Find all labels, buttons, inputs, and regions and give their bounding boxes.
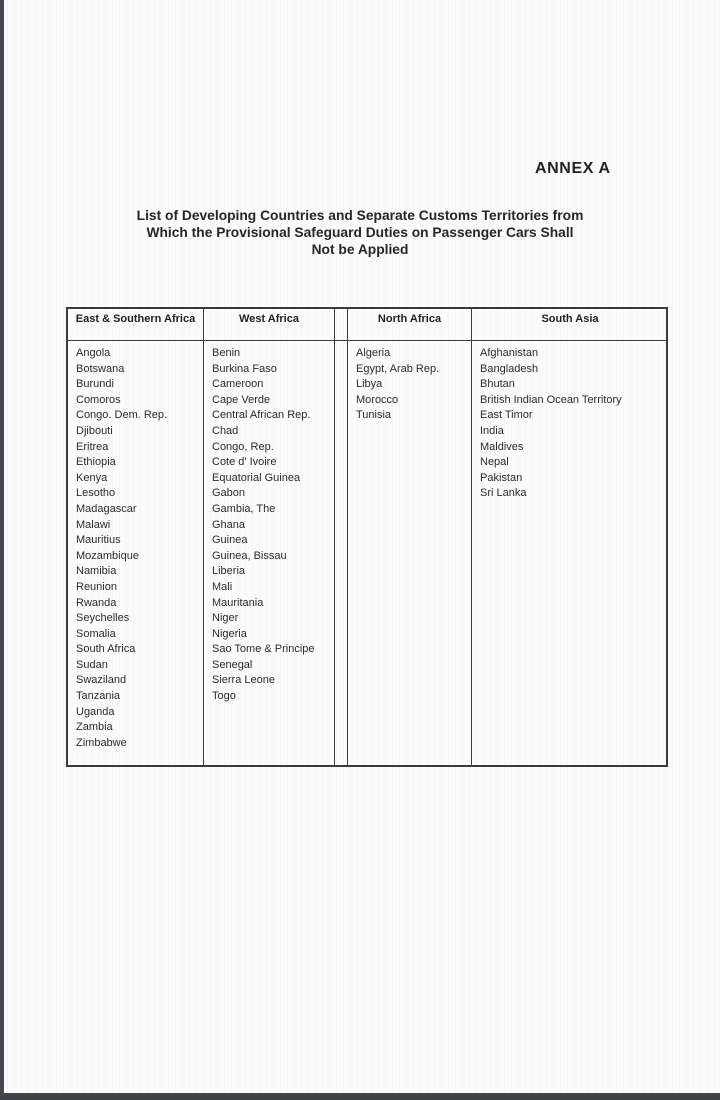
country-item: Togo bbox=[212, 690, 236, 703]
country-item: Senegal bbox=[212, 658, 253, 671]
country-item: Zambia bbox=[76, 721, 113, 734]
title-line-2: Which the Provisional Safeguard Duties on Passenger Cars Shall bbox=[146, 225, 574, 241]
country-item: Somalia bbox=[76, 627, 116, 640]
country-item: Tanzania bbox=[76, 690, 121, 703]
country-item: British Indian Ocean Territory bbox=[480, 393, 622, 406]
country-item: Sierra Leone bbox=[212, 674, 275, 687]
title-line-1: List of Developing Countries and Separate Customs Territories from bbox=[136, 208, 584, 223]
country-item: Comoros bbox=[76, 393, 121, 406]
country-item: Namibia bbox=[76, 565, 117, 578]
column-north-africa bbox=[348, 341, 471, 765]
country-item: Algeria bbox=[356, 347, 391, 359]
country-item: South Africa bbox=[76, 643, 136, 656]
document-title bbox=[0, 207, 720, 259]
body-gutter bbox=[334, 341, 348, 765]
country-item: Benin bbox=[212, 347, 241, 359]
country-item: Swaziland bbox=[76, 674, 127, 687]
country-item: Sudan bbox=[76, 658, 108, 671]
country-item: Cape Verde bbox=[212, 393, 271, 406]
country-item: Malawi bbox=[76, 518, 111, 531]
country-item: Eritrea bbox=[76, 440, 109, 453]
scan-edge-left bbox=[0, 0, 4, 1100]
country-item: Ghana bbox=[212, 518, 246, 531]
country-item: Cameroon bbox=[212, 378, 264, 391]
country-item: Guinea bbox=[212, 534, 248, 547]
country-item: Egypt, Arab Rep. bbox=[356, 362, 440, 375]
annex-label: ANNEX A bbox=[535, 160, 611, 177]
country-item: Burundi bbox=[76, 378, 114, 391]
country-item: Congo, Rep. bbox=[212, 440, 274, 453]
country-item: Mali bbox=[212, 580, 233, 593]
scan-edge-bottom bbox=[0, 1093, 720, 1100]
country-item: Madagascar bbox=[76, 502, 137, 515]
header-gutter bbox=[334, 309, 348, 341]
country-item: Djibouti bbox=[76, 424, 113, 437]
country-item: Reunion bbox=[76, 580, 117, 593]
column-west-africa bbox=[203, 341, 334, 765]
title-line-3: Not be Applied bbox=[311, 242, 409, 258]
countries-table bbox=[66, 307, 668, 767]
country-item: Tunisia bbox=[356, 409, 392, 422]
column-header-east-southern-africa: East & Southern Africa bbox=[68, 309, 203, 341]
country-item: Rwanda bbox=[76, 596, 117, 609]
country-item: Seychelles bbox=[76, 612, 130, 625]
country-item: Chad bbox=[212, 424, 239, 437]
country-item: Liberia bbox=[212, 565, 246, 578]
country-item: Cote d' Ivoire bbox=[212, 456, 277, 469]
country-item: Central African Rep. bbox=[212, 409, 311, 422]
country-item: Sri Lanka bbox=[480, 487, 527, 500]
country-item: Bangladesh bbox=[480, 362, 539, 375]
country-item: Angola bbox=[76, 347, 111, 359]
country-item: Equatorial Guinea bbox=[212, 471, 301, 484]
country-item: Congo. Dem. Rep. bbox=[76, 409, 168, 422]
country-item: Kenya bbox=[76, 471, 108, 484]
country-item: Mozambique bbox=[76, 549, 139, 562]
country-item: Burkina Faso bbox=[212, 362, 277, 375]
country-item: Bhutan bbox=[480, 378, 515, 391]
country-item: Gabon bbox=[212, 487, 246, 500]
column-header-south-asia: South Asia bbox=[471, 309, 668, 341]
country-item: East Timor bbox=[480, 409, 533, 422]
country-item: Libya bbox=[356, 378, 383, 391]
column-header-north-africa: North Africa bbox=[348, 309, 471, 341]
country-item: Maldives bbox=[480, 440, 524, 453]
country-item: Uganda bbox=[76, 705, 115, 718]
country-item: Ethiopia bbox=[76, 456, 116, 469]
column-east-southern-africa bbox=[68, 341, 203, 765]
country-item: Botswana bbox=[76, 362, 125, 375]
country-item: Morocco bbox=[356, 393, 399, 406]
country-item: India bbox=[480, 424, 504, 437]
country-item: Mauritius bbox=[76, 534, 121, 547]
country-item: Niger bbox=[212, 612, 239, 625]
country-item: Gambia, The bbox=[212, 502, 276, 515]
column-header-west-africa: West Africa bbox=[203, 309, 334, 341]
country-item: Nepal bbox=[480, 456, 509, 469]
country-item: Nigeria bbox=[212, 627, 247, 640]
country-item: Zimbabwe bbox=[76, 736, 127, 749]
country-item: Guinea, Bissau bbox=[212, 549, 287, 562]
country-item: Lesotho bbox=[76, 487, 116, 500]
country-item: Sao Tome & Principe bbox=[212, 643, 315, 656]
country-item: Afghanistan bbox=[480, 347, 539, 359]
column-south-asia bbox=[471, 341, 668, 765]
country-item: Pakistan bbox=[480, 471, 523, 484]
country-item: Mauritania bbox=[212, 596, 264, 609]
